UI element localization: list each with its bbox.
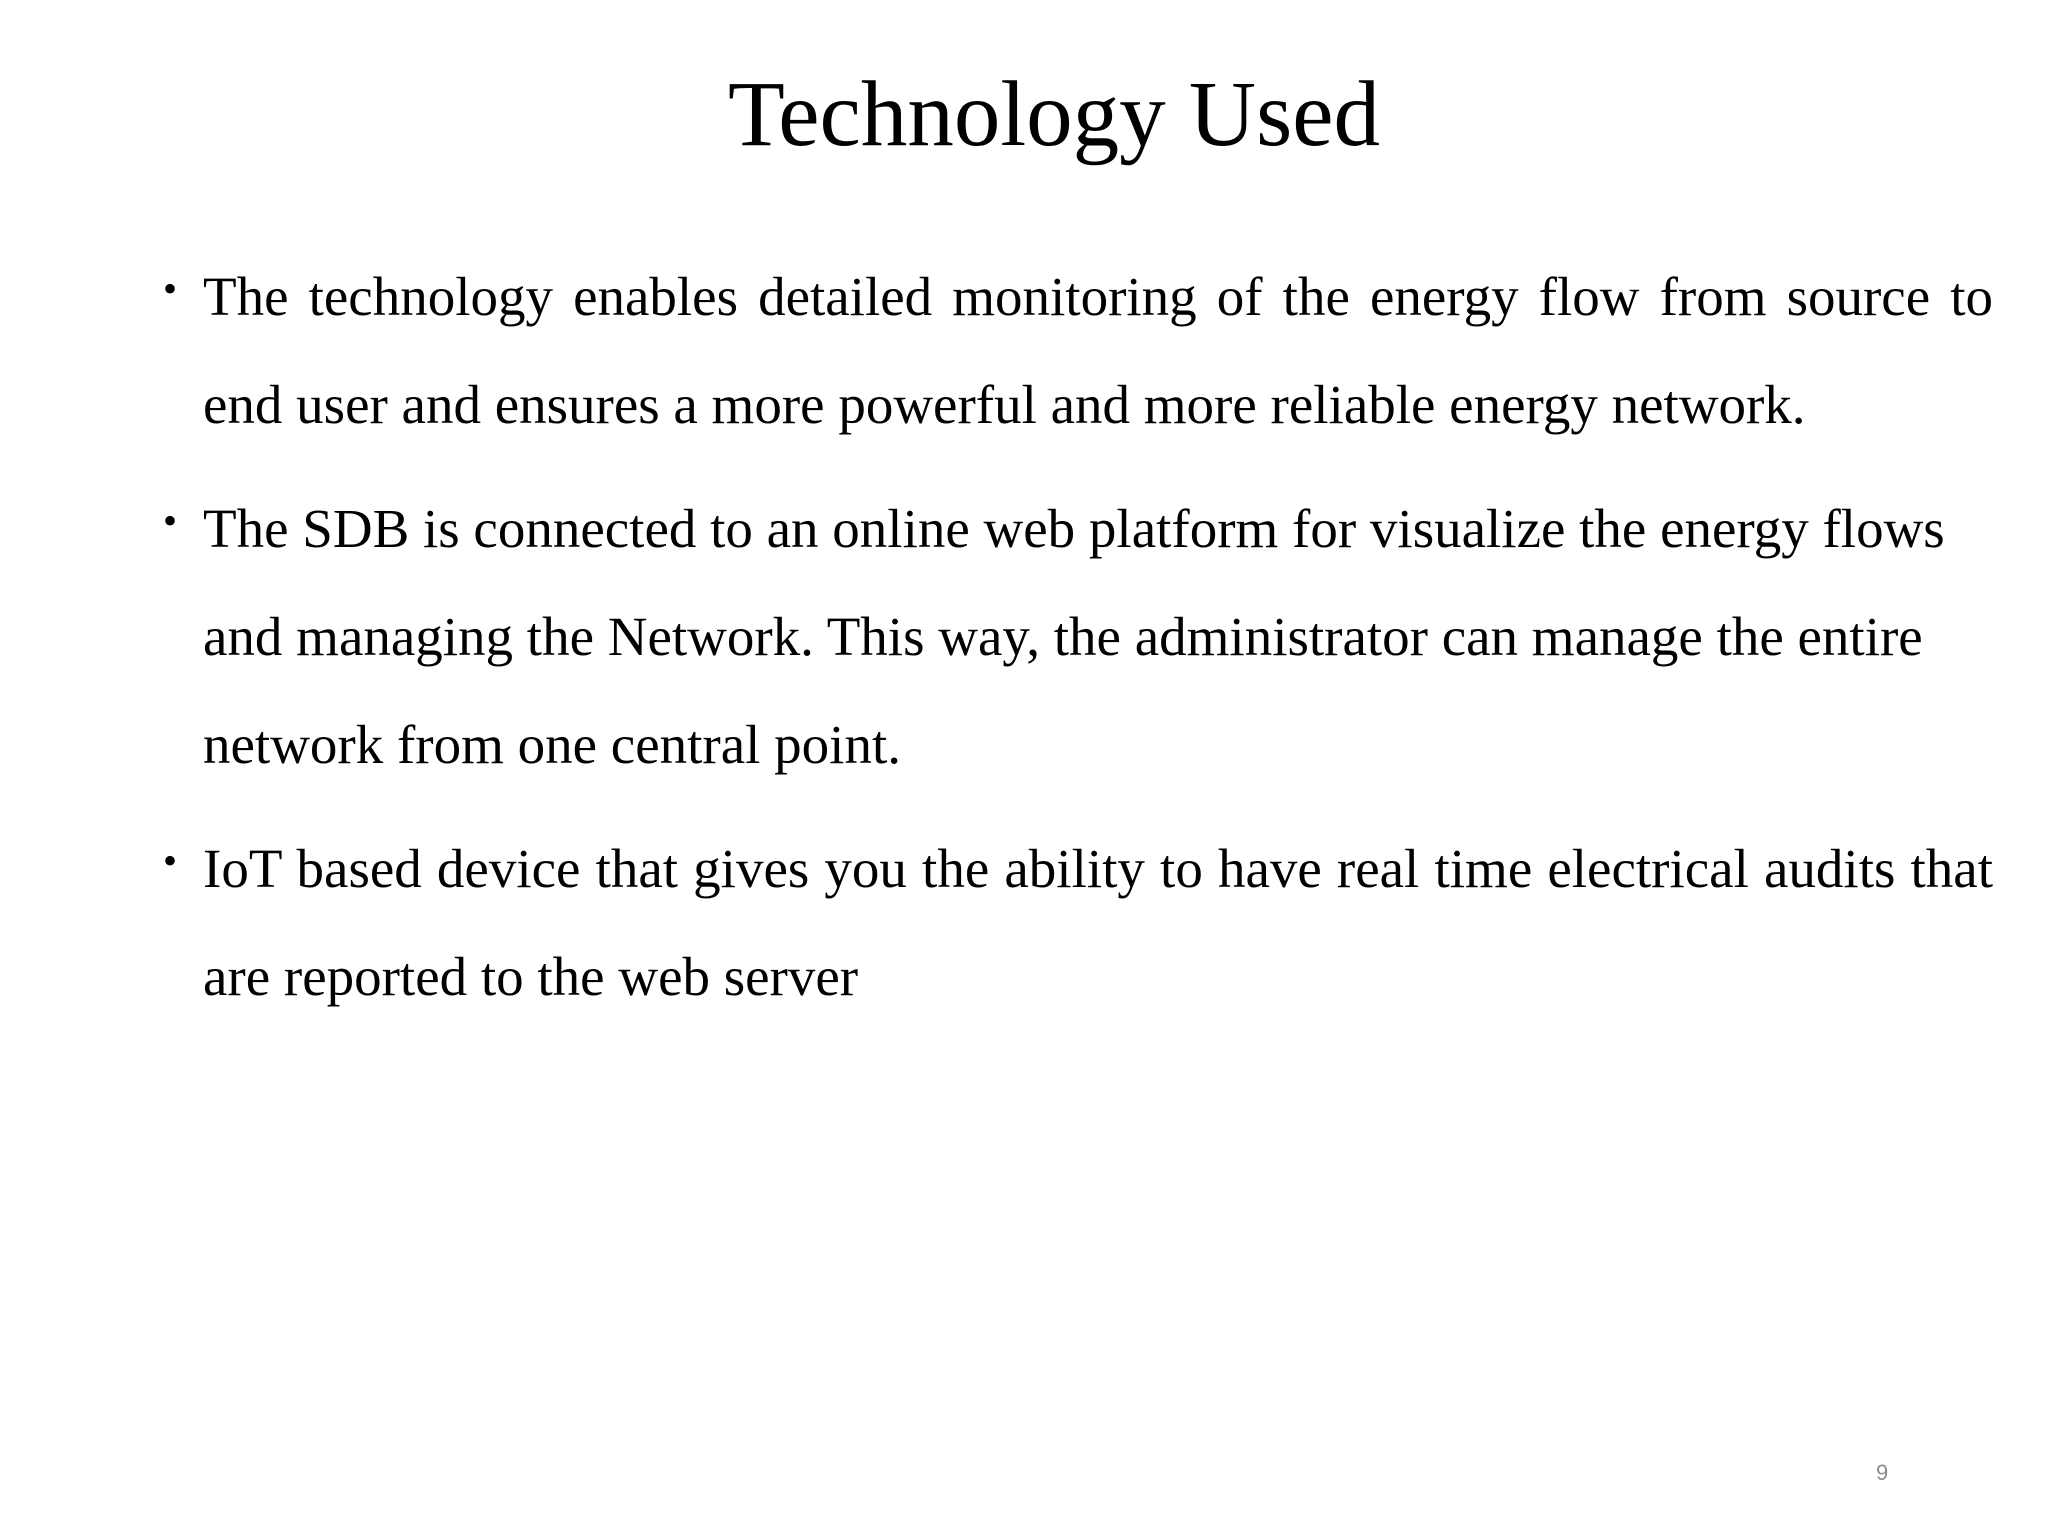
bullet-marker: • (163, 838, 178, 883)
bullet-marker: • (163, 498, 178, 543)
bullet-item-iot-device (163, 815, 1993, 1031)
bullet-item-monitoring (163, 243, 1993, 459)
bullet-item-web-platform (163, 475, 1993, 799)
page-number: 9 (1876, 1460, 1889, 1485)
bullet-text: IoT based device that gives you the ability to have real time electrical audits that are reported to the web server (203, 838, 1993, 1007)
bullet-list (163, 243, 1993, 1047)
bullet-text: The SDB is connected to an online web platform for visualize the energy flows and managing the Network. This way, the administrator can manage the entire network from one central point. (203, 498, 1945, 775)
slide-title: Technology Used (727, 63, 1381, 166)
bullet-text: The technology enables detailed monitoring of the energy flow from source to end user and ensures a more powerful and more reliable energy network. (203, 266, 1993, 435)
bullet-marker: • (163, 266, 178, 311)
